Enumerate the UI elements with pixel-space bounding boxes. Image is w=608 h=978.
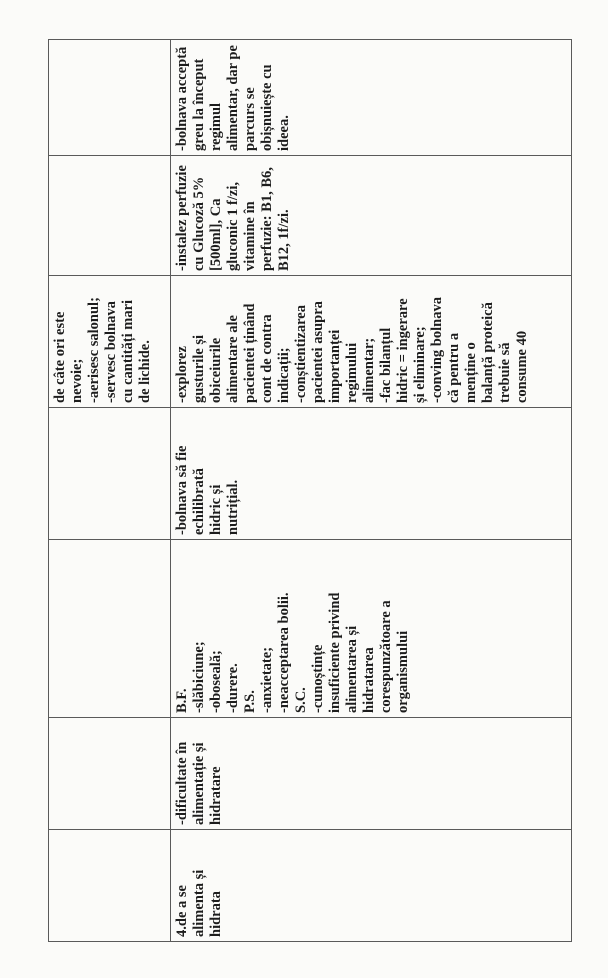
text-line: regimului bbox=[344, 342, 360, 403]
text-line: hidrata bbox=[208, 891, 224, 937]
text-line: alimentare ale bbox=[225, 315, 241, 403]
cell-delegated bbox=[171, 156, 572, 276]
cell-interventions bbox=[171, 276, 572, 408]
text-line: nevoie; bbox=[69, 358, 85, 403]
cell-problem-empty bbox=[49, 718, 171, 830]
text-line: că pentru a bbox=[446, 332, 462, 403]
text-line: hidric și bbox=[208, 484, 224, 535]
cell-objectives bbox=[171, 408, 572, 540]
text-line: obișnuiește cu bbox=[259, 64, 275, 151]
text-line: de câte ori este bbox=[52, 311, 68, 403]
text-line: regimul bbox=[208, 102, 224, 151]
text-line: balanță proteică bbox=[480, 302, 496, 403]
text-line: indicații; bbox=[276, 347, 292, 403]
text-line: -cunoștințe bbox=[310, 644, 326, 713]
text-line: -dificultate în bbox=[174, 741, 190, 825]
text-line: alimenta și bbox=[191, 869, 207, 937]
text-line: consume 40 bbox=[514, 330, 530, 403]
text-line: trebuie să bbox=[497, 342, 513, 403]
text-line: de lichide. bbox=[137, 340, 153, 403]
text-line: insuficiente privind bbox=[327, 592, 343, 713]
text-line: importanței bbox=[327, 329, 343, 403]
text-line: -aerisesc salonul; bbox=[86, 297, 102, 403]
cell-signs-empty bbox=[49, 540, 171, 718]
text-line: menține o bbox=[463, 342, 479, 403]
rotated-table-wrapper bbox=[48, 40, 571, 942]
text-line: B12, 1f/zi. bbox=[276, 209, 292, 271]
text-line: -servesc bolnava bbox=[103, 301, 119, 403]
table-row bbox=[171, 40, 572, 942]
text-line: alimentarea și bbox=[344, 625, 360, 713]
text-line: 4.de a se bbox=[174, 885, 190, 937]
text-line: alimentar; bbox=[361, 337, 377, 403]
text-line: și eliminare; bbox=[412, 326, 428, 403]
text-line: -slăbiciune; bbox=[191, 641, 207, 713]
text-line: alimentar, dar pe bbox=[225, 45, 241, 151]
text-line: hidratarea bbox=[361, 647, 377, 713]
text-line: -explorez bbox=[174, 346, 190, 403]
text-line: -fac bilanțul bbox=[378, 327, 394, 403]
text-line: hidric = ingerare bbox=[395, 298, 411, 403]
text-line: ideea. bbox=[276, 115, 292, 151]
text-line: -bolnava să fie bbox=[174, 445, 190, 535]
text-line: [500ml], Ca bbox=[208, 198, 224, 271]
cell-objectives-empty bbox=[49, 408, 171, 540]
text-line: alimentație și bbox=[191, 742, 207, 825]
text-line: -oboseală; bbox=[208, 650, 224, 713]
text-line: echilibrată bbox=[191, 468, 207, 535]
text-line: -bolnava acceptă bbox=[174, 46, 190, 151]
cell-evaluation bbox=[171, 40, 572, 156]
cell-interventions-continued bbox=[49, 276, 171, 408]
text-line: pacientei asupra bbox=[310, 301, 326, 403]
cell-signs bbox=[171, 540, 572, 718]
text-line: cont de contra bbox=[259, 314, 275, 403]
cell-need bbox=[171, 830, 572, 942]
nursing-care-table bbox=[48, 39, 572, 942]
text-line: -anxietate; bbox=[259, 646, 275, 713]
text-line: organismului bbox=[395, 630, 411, 713]
text-line: greu la început bbox=[191, 58, 207, 151]
text-line: -durere. bbox=[225, 663, 241, 713]
text-line: nutrițial. bbox=[225, 479, 241, 535]
text-line: P.S. bbox=[242, 690, 258, 713]
text-line: S.C. bbox=[293, 687, 309, 713]
text-line: perfuzie: B1, B6, bbox=[259, 167, 275, 271]
text-line: gluconic 1 f/zi, bbox=[225, 181, 241, 271]
text-line: cu Glucoză 5% bbox=[191, 176, 207, 271]
text-line: corespunzătoare a bbox=[378, 600, 394, 713]
table-row bbox=[49, 40, 171, 942]
text-line: gusturile și bbox=[191, 334, 207, 403]
text-line: -instalez perfuzie bbox=[174, 165, 190, 271]
cell-need-empty bbox=[49, 830, 171, 942]
text-line: -conștientizarea bbox=[293, 305, 309, 403]
text-line: -conving bolnava bbox=[429, 297, 445, 403]
text-line: cu cantități mari bbox=[120, 299, 136, 403]
text-line: pacientei ținând bbox=[242, 303, 258, 403]
cell-delegated-empty bbox=[49, 156, 171, 276]
cell-problem bbox=[171, 718, 572, 830]
text-line: B.F. bbox=[174, 688, 190, 713]
text-line: parcurs se bbox=[242, 87, 258, 151]
text-line: -neacceptarea bolii. bbox=[276, 592, 292, 713]
text-line: vitamine în bbox=[242, 201, 258, 271]
text-line: hidratare bbox=[208, 766, 224, 825]
cell-evaluation-empty bbox=[49, 40, 171, 156]
text-line: obiceiurile bbox=[208, 337, 224, 403]
